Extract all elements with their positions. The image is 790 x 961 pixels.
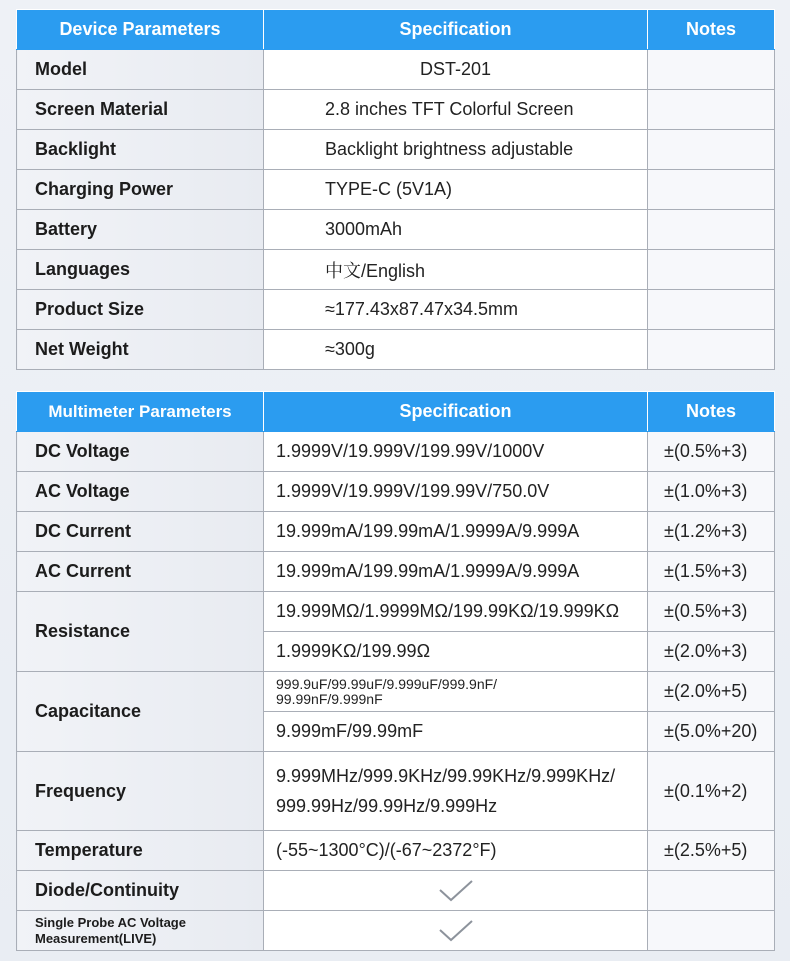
table-row: [17, 50, 775, 90]
table-row: [17, 831, 775, 871]
note-value: ±(5.0%+20): [648, 712, 775, 752]
note-value: [648, 210, 775, 250]
param-label: Backlight: [17, 130, 264, 170]
table-row: [17, 290, 775, 330]
note-value: [648, 871, 775, 911]
spec-line: 999.99Hz/99.99Hz/9.999Hz: [276, 796, 498, 816]
checkmark-icon: [438, 879, 474, 903]
header-specification: Specification: [264, 392, 648, 432]
param-label: Temperature: [17, 831, 264, 871]
spec-value: [264, 871, 648, 911]
spec-line: 9.999MHz/999.9KHz/99.99KHz/9.999KHz/: [276, 766, 616, 786]
spec-value: Backlight brightness adjustable: [264, 130, 648, 170]
param-label: DC Current: [17, 512, 264, 552]
note-value: ±(0.1%+2): [648, 752, 775, 831]
table-row: [17, 432, 775, 472]
header-notes: Notes: [648, 10, 775, 50]
param-label: [17, 911, 264, 951]
table-header-row: [17, 10, 775, 50]
param-label: Frequency: [17, 752, 264, 831]
param-label: Screen Material: [17, 90, 264, 130]
spec-value: DST-201: [264, 50, 648, 90]
spec-value: [264, 911, 648, 951]
param-label: Net Weight: [17, 330, 264, 370]
table-row: [17, 210, 775, 250]
table-row: [17, 672, 775, 712]
param-label: Model: [17, 50, 264, 90]
spec-value: 1.9999V/19.999V/199.99V/750.0V: [264, 472, 648, 512]
spec-value: 2.8 inches TFT Colorful Screen: [264, 90, 648, 130]
param-line: Measurement(LIVE): [35, 930, 157, 946]
note-value: ±(2.5%+5): [648, 831, 775, 871]
spec-value: (-55~1300°C)/(-67~2372°F): [264, 831, 648, 871]
spec-value: 3000mAh: [264, 210, 648, 250]
spec-value: 1.9999KΩ/199.99Ω: [264, 632, 648, 672]
device-parameters-table: [16, 9, 775, 370]
note-value: ±(2.0%+3): [648, 632, 775, 672]
table-row: [17, 512, 775, 552]
table-row: [17, 871, 775, 911]
spec-value: ≈177.43x87.47x34.5mm: [264, 290, 648, 330]
note-value: ±(1.2%+3): [648, 512, 775, 552]
note-value: [648, 130, 775, 170]
table-row: [17, 472, 775, 512]
param-label: Diode/Continuity: [17, 871, 264, 911]
note-value: [648, 290, 775, 330]
table-header-row: [17, 392, 775, 432]
spec-value: 19.999MΩ/1.9999MΩ/199.99KΩ/19.999KΩ: [264, 592, 648, 632]
note-value: [648, 90, 775, 130]
note-value: [648, 911, 775, 951]
table-row: [17, 130, 775, 170]
param-label: Battery: [17, 210, 264, 250]
table-row: [17, 592, 775, 632]
param-label: AC Voltage: [17, 472, 264, 512]
param-label: Capacitance: [17, 672, 264, 752]
header-multimeter-parameters: Multimeter Parameters: [17, 392, 264, 432]
param-label: Languages: [17, 250, 264, 290]
checkmark-icon: [438, 919, 474, 943]
table-row: [17, 170, 775, 210]
spec-value: ≈300g: [264, 330, 648, 370]
param-label: DC Voltage: [17, 432, 264, 472]
spec-value: [264, 672, 648, 712]
param-label: Charging Power: [17, 170, 264, 210]
param-label: Resistance: [17, 592, 264, 672]
table-row: [17, 250, 775, 290]
spec-value: TYPE-C (5V1A): [264, 170, 648, 210]
note-value: [648, 330, 775, 370]
table-row: [17, 911, 775, 951]
param-label: AC Current: [17, 552, 264, 592]
note-value: ±(2.0%+5): [648, 672, 775, 712]
param-line: Single Probe AC Voltage: [35, 914, 186, 930]
table-row: [17, 752, 775, 831]
note-value: [648, 50, 775, 90]
param-label: Product Size: [17, 290, 264, 330]
header-device-parameters: Device Parameters: [17, 10, 264, 50]
note-value: ±(1.5%+3): [648, 552, 775, 592]
note-value: ±(0.5%+3): [648, 432, 775, 472]
note-value: [648, 170, 775, 210]
multimeter-parameters-table: [16, 391, 775, 951]
spec-value: 1.9999V/19.999V/199.99V/1000V: [264, 432, 648, 472]
header-specification: Specification: [264, 10, 648, 50]
table-row: [17, 90, 775, 130]
header-notes: Notes: [648, 392, 775, 432]
spec-value: 中文/English: [264, 250, 648, 290]
spec-line: 999.9uF/99.99uF/9.999uF/999.9nF/: [276, 675, 498, 692]
note-value: ±(1.0%+3): [648, 472, 775, 512]
note-value: ±(0.5%+3): [648, 592, 775, 632]
spec-value: 19.999mA/199.99mA/1.9999A/9.999A: [264, 512, 648, 552]
table-row: [17, 330, 775, 370]
table-row: [17, 552, 775, 592]
spec-value: 19.999mA/199.99mA/1.9999A/9.999A: [264, 552, 648, 592]
spec-line: 99.99nF/9.999nF: [276, 690, 383, 707]
spec-value: 9.999mF/99.99mF: [264, 712, 648, 752]
note-value: [648, 250, 775, 290]
spec-value: [264, 752, 648, 831]
